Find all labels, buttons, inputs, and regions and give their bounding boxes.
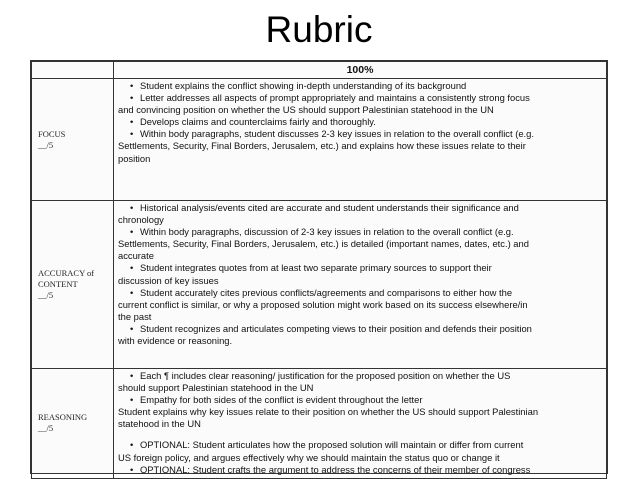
line-gap (118, 430, 603, 439)
header-blank-cell (32, 62, 114, 79)
bullet-item: • Student accurately cites previous conflicts/agreements and comparisons to either how the (118, 287, 603, 299)
text-line: and convincing position on whether the US should support Palestinian statehood in the UN (118, 104, 494, 116)
text-line: with evidence or reasoning. (118, 335, 233, 347)
criterion-description (114, 79, 607, 201)
slide-title: Rubric (265, 9, 373, 50)
criterion-row-focus (32, 79, 607, 201)
text-line: position (118, 152, 151, 164)
text-line: Settlements, Security, Final Borders, Jerusalem, etc.) and explains how these issues relate to their (118, 140, 526, 152)
text-line: current conflict is similar, or why a proposed solution might work based on its success elsewhere/in (118, 298, 528, 310)
criterion-row-accuracy (32, 201, 607, 369)
rubric-scan (30, 60, 608, 474)
criterion-name: REASONING (38, 412, 88, 423)
criterion-name: FOCUS (38, 128, 66, 139)
criterion-description (114, 369, 607, 479)
criterion-row-reasoning (32, 369, 607, 479)
text-line: discussion of key issues (118, 274, 219, 286)
criterion-score-blank: __/5 (38, 290, 54, 300)
text-line: statehood in the UN (118, 418, 201, 430)
bullet-item: • OPTIONAL: Student crafts the argument to address the concerns of their member of congress (118, 464, 603, 476)
criterion-cell (32, 201, 114, 369)
text-line: Student explains why key issues relate to their position on whether the US should support Palestinian (118, 406, 539, 418)
criterion-name: ACCURACY of CONTENT (38, 268, 95, 289)
criterion-description (114, 201, 607, 369)
text-line: Settlements, Security, Final Borders, Jerusalem, etc.) is detailed (important names, dates, etc.) and (118, 238, 529, 250)
criterion-score-blank: __/5 (38, 423, 54, 434)
criterion-cell (32, 79, 114, 201)
text-line: chronology (118, 214, 164, 226)
text-line: the past (118, 310, 152, 322)
text-line: US foreign policy, and argues effectively why we should maintain the status quo or change it (118, 451, 500, 463)
bullet-item: • Student integrates quotes from at least two separate primary sources to support their (118, 262, 603, 274)
bullet-item: • Student explains the conflict showing in-depth understanding of its background (118, 80, 603, 92)
criterion-score-blank: __/5 (38, 139, 54, 150)
rubric-table (31, 61, 607, 479)
bullet-item: • Student recognizes and articulates competing views to their position and defends their position (118, 323, 603, 335)
bullet-item: • Each ¶ includes clear reasoning/ justification for the proposed position on whether the US (118, 370, 603, 382)
bullet-item: • Historical analysis/events cited are accurate and student understands their significance and (118, 202, 603, 214)
text-line: accurate (118, 250, 154, 262)
score-level-header: 100% (114, 62, 607, 79)
bullet-item: • Within body paragraphs, discussion of 2-3 key issues in relation to the overall conflict (e.g. (118, 226, 603, 238)
bullet-item: • Letter addresses all aspects of prompt appropriately and maintains a consistently strong focus (118, 92, 603, 104)
text-line: should support Palestinian statehood in the UN (118, 382, 314, 394)
rubric-header-row (32, 62, 607, 79)
bullet-item: • OPTIONAL: Student articulates how the proposed solution will maintain or differ from current (118, 439, 603, 451)
bullet-item: • Develops claims and counterclaims fairly and thoroughly. (118, 116, 603, 128)
bullet-item: • Within body paragraphs, student discusses 2-3 key issues in relation to the overall conflict (e.g. (118, 128, 603, 140)
bullet-item: • Empathy for both sides of the conflict is evident throughout the letter (118, 394, 603, 406)
criterion-cell (32, 369, 114, 479)
